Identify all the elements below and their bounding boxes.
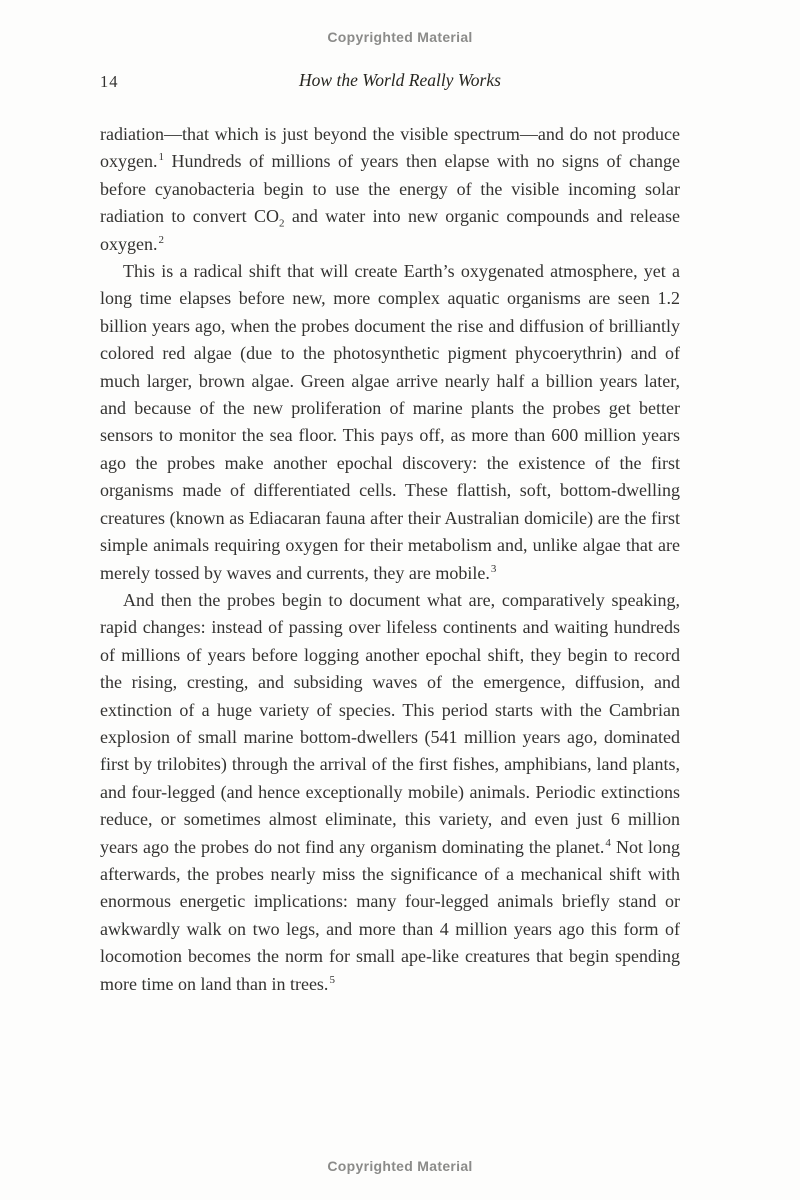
paragraph: And then the probes begin to document what are, comparatively speaking, rapid changes: instead of passing over lifeless continents and waiting hundreds of millions of years before logging another epochal shift, they begin to record the rising, cresting, and subsiding waves of the emergence, diffusion, and extinction of a huge variety of species. This period starts with the Cambrian explosion of small marine bottom-dwellers (541 million years ago, dominated first by trilobites) through the arrival of the first fishes, amphibians, land plants, and four-legged (and hence exceptionally mobile) animals. Periodic extinctions reduce, or sometimes almost eliminate, this variety, and even just 6 million years ago the probes do not find any organism dominating the planet.$^4$ Not long afterwards, the probes nearly miss the significance of a mechanical shift with enormous energetic implications: many four-legged animals briefly stand or awkwardly walk on two legs, and more than 4 million years ago this form of locomotion becomes the norm for small ape-like creatures that begin spending more time on land than in trees.$^5$ xyxy=(100,589,680,994)
body-text xyxy=(100,121,680,998)
copyright-header: Copyrighted Material xyxy=(327,29,473,45)
footnote-reference: 4 xyxy=(605,836,611,849)
running-title: How the World Really Works xyxy=(299,70,501,90)
page-header xyxy=(0,70,800,94)
chemical-subscript: 2 xyxy=(279,217,285,230)
footnote-reference: 3 xyxy=(490,562,497,575)
footnote-reference: 2 xyxy=(158,233,164,246)
footnote-reference: 1 xyxy=(158,151,164,164)
paragraph: This is a radical shift that will create Earth’s oxygenated atmosphere, yet a long time elapses before new, more complex aquatic organisms are seen 1.2 billion years ago, when the probes document the rise and diffusion of brilliantly colored red algae (due to the photosynthetic pigment phycoerythrin) and of much larger, brown algae. Green algae arrive nearly half a billion years later, and because of the new proliferation of marine plants the probes get better sensors to monitor the sea floor. This pays off, as more than 600 million years ago the probes make another epochal discovery: the existence of the first organisms made of differentiated cells. These flattish, soft, bottom-dwelling creatures (known as Ediacaran fauna after their Australian domicile) are the first simple animals requiring oxygen for their metabolism and, unlike algae that are merely tossed by waves and currents, they are mobile.$^3$ xyxy=(100,261,680,583)
footnote-reference: 5 xyxy=(329,973,335,986)
paragraph: radiation—that which is just beyond the visible spectrum—and do not produce oxygen.$^1$ Hundreds of millions of years then elapse with no signs of change before cyanobacteria begin to use the energy of the visible incoming solar radiation to convert $CO_2$ and water into new organic compounds and release oxygen.$^2$ xyxy=(100,124,680,254)
copyright-footer: Copyrighted Material xyxy=(327,1158,473,1174)
page-number: 14 xyxy=(100,72,119,91)
